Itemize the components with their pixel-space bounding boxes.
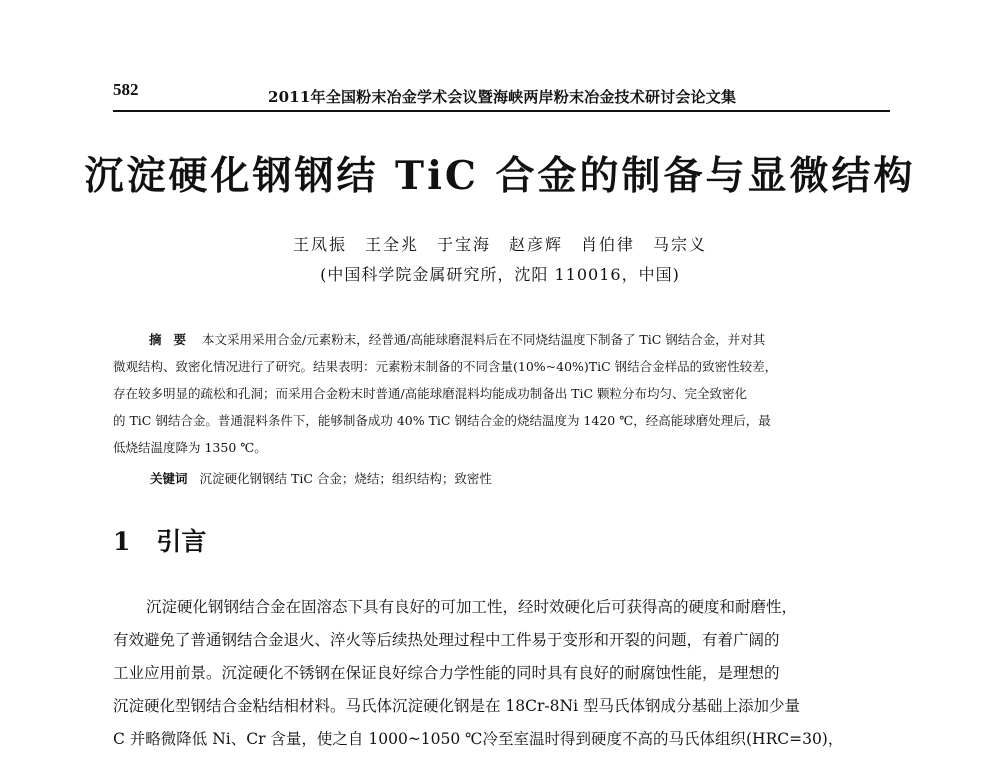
abstract-text: 本文采用采用合金/元素粉末，经普通/高能球磨混料后在不同烧结温度下制备了 TiC 钢结合金，并对其 [202, 332, 766, 347]
section-heading [113, 522, 206, 558]
body-line: 有效避免了普通钢结合金退火、淬火等后续热处理过程中工件易于变形和开裂的问题，有着广阔的 [113, 631, 780, 649]
keywords-text: 沉淀硬化钢钢结 TiC 合金；烧结；组织结构；致密性 [199, 471, 492, 486]
section-number: 1 [113, 527, 131, 556]
abstract [113, 326, 891, 461]
keywords [150, 469, 492, 487]
body-line: 工业应用前景。沉淀硬化不锈钢在保证良好综合力学性能的同时具有良好的耐腐蚀性能，是理想的 [113, 664, 780, 682]
abstract-line: 低烧结温度降为 1350 ℃。 [113, 440, 267, 455]
page-number: 582 [113, 80, 139, 99]
keywords-label: 关键词 [150, 471, 188, 486]
body-line: C 并略微降低 Ni、Cr 含量，使之自 1000~1050 ℃冷至室温时得到硬度不高的马氏体组织(HRC=30)， [113, 730, 844, 748]
paper-title: 沉淀硬化钢钢结 TiC 合金的制备与显微结构 [84, 153, 916, 199]
body-line: 沉淀硬化型钢结合金粘结相材料。马氏体沉淀硬化钢是在 18Cr-8Ni 型马氏体钢成分基础上添加少量 [113, 697, 800, 715]
body-paragraph [113, 591, 890, 756]
abstract-line: 的 TiC 钢结合金。普通混料条件下，能够制备成功 40% TiC 钢结合金的烧结温度为 1420 ℃，经高能球磨处理后，最 [113, 413, 771, 428]
abstract-line: 存在较多明显的疏松和孔洞；而采用合金粉末时普通/高能球磨混料均能成功制备出 TiC 颗粒分布均匀、完全致密化 [113, 386, 748, 401]
running-header: 2011年全国粉末冶金学术会议暨海峡两岸粉末冶金技术研讨会论文集 [268, 88, 737, 106]
abstract-line [113, 326, 891, 353]
author-list: 王凤振 王全兆 于宝海 赵彦辉 肖伯律 马宗义 [292, 235, 707, 254]
abstract-label: 摘要 [149, 332, 199, 347]
body-line: 沉淀硬化钢钢结合金在固溶态下具有良好的可加工性，经时效硬化后可获得高的硬度和耐磨性， [146, 598, 798, 616]
affiliation: (中国科学院金属研究所，沈阳 110016，中国) [320, 265, 680, 284]
header-rule [113, 110, 890, 112]
abstract-line: 微观结构、致密化情况进行了研究。结果表明：元素粉末制备的不同含量(10%~40%)TiC 钢结合金样品的致密性较差， [113, 359, 778, 374]
section-title: 引言 [156, 527, 207, 556]
